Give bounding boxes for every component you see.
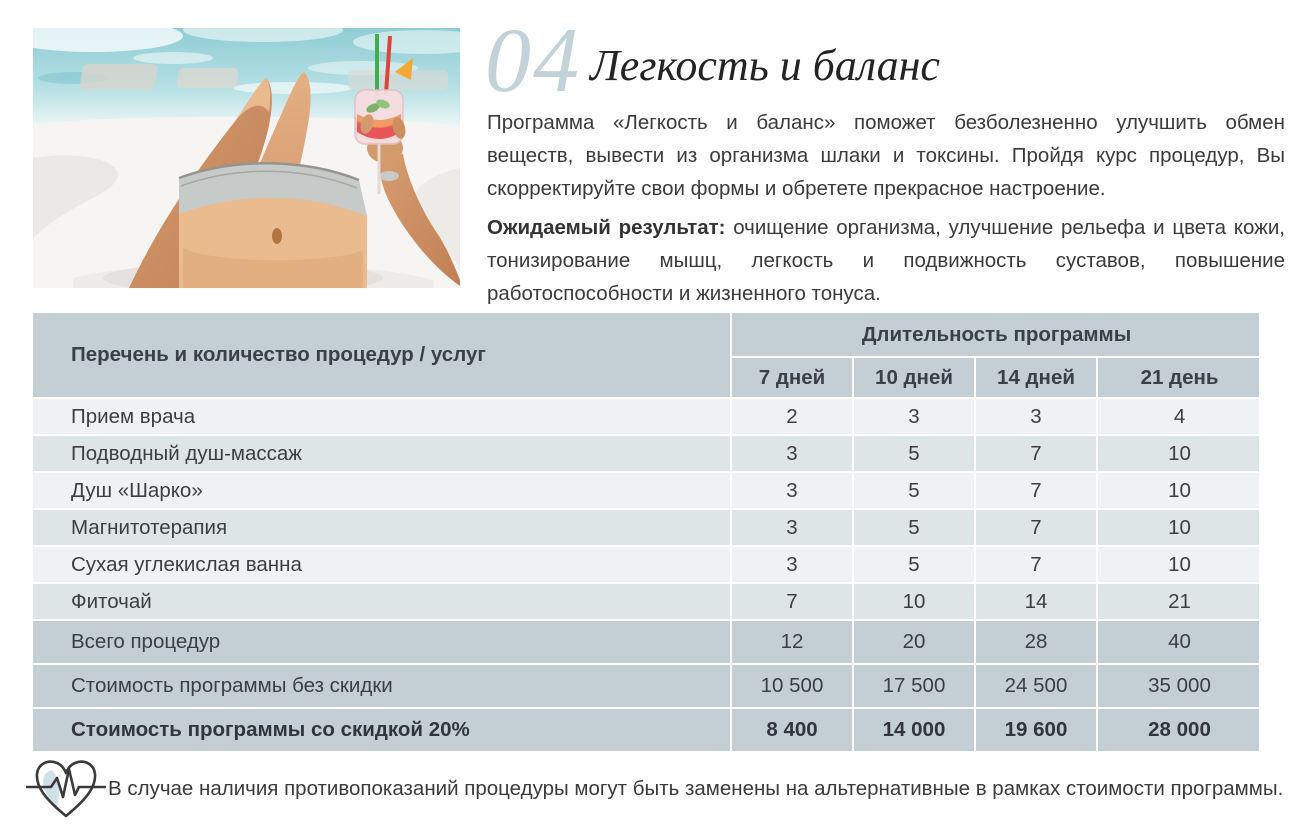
table-row (33, 546, 1259, 583)
value-cell: 3 (853, 398, 975, 435)
value-cell: 12 (731, 620, 853, 664)
table-row (33, 583, 1259, 620)
value-cell: 7 (975, 435, 1097, 472)
column-header-7-days: 7 дней (731, 357, 853, 398)
value-cell: 2 (731, 398, 853, 435)
value-cell: 5 (853, 435, 975, 472)
value-cell: 3 (731, 472, 853, 509)
value-cell: 3 (731, 509, 853, 546)
footnote: В случае наличия противопоказаний процедуры могут быть заменены на альтернативные в рамках стоимости программы. (108, 777, 1284, 800)
table-row (33, 509, 1259, 546)
value-cell: 14 000 (853, 708, 975, 751)
procedure-name-cell: Прием врача (33, 398, 731, 435)
column-header-duration-group: Длительность программы (731, 313, 1259, 357)
value-cell: 40 (1097, 620, 1259, 664)
expected-result-text: очищение организма, улучшение рельефа и цвета кожи, тонизирование мышц, легкость и подвижность суставов, повышение работоспособности и жизненного тонуса. (487, 216, 1285, 305)
value-cell: 10 500 (731, 664, 853, 708)
column-header-21-days: 21 день (1097, 357, 1259, 398)
value-cell: 28 (975, 620, 1097, 664)
value-cell: 3 (731, 435, 853, 472)
value-cell: 5 (853, 509, 975, 546)
expected-result-label: Ожидаемый результат: (487, 216, 726, 239)
value-cell: 14 (975, 583, 1097, 620)
table-row (33, 398, 1259, 435)
table-row (33, 435, 1259, 472)
value-cell: 20 (853, 620, 975, 664)
value-cell: 10 (853, 583, 975, 620)
page-title: Легкость и баланс (590, 41, 940, 90)
value-cell: 7 (975, 472, 1097, 509)
value-cell: 7 (975, 509, 1097, 546)
value-cell: 19 600 (975, 708, 1097, 751)
pricing-table-wrap (33, 313, 1259, 751)
value-cell: 10 (1097, 472, 1259, 509)
value-cell: 3 (975, 398, 1097, 435)
value-cell: 10 (1097, 435, 1259, 472)
column-header-10-days: 10 дней (853, 357, 975, 398)
heart-pulse-icon (26, 754, 106, 824)
table-row-price-full (33, 664, 1259, 708)
value-cell: 35 000 (1097, 664, 1259, 708)
procedure-name-cell: Подводный душ-массаж (33, 435, 731, 472)
procedure-name-cell: Душ «Шарко» (33, 472, 731, 509)
value-cell: 28 000 (1097, 708, 1259, 751)
procedure-name-cell: Фиточай (33, 583, 731, 620)
section-number: 04 (485, 9, 581, 111)
table-row-total-procedures (33, 620, 1259, 664)
value-cell: 10 (1097, 546, 1259, 583)
value-cell: 10 (1097, 509, 1259, 546)
procedure-name-cell: Стоимость программы без скидки (33, 664, 731, 708)
value-cell: 8 400 (731, 708, 853, 751)
expected-result-paragraph (487, 211, 1285, 310)
table-row (33, 472, 1259, 509)
intro-paragraph: Программа «Легкость и баланс» поможет безболезненно улучшить обмен веществ, вывести из организма шлаки и токсины. Пройдя курс процедур, Вы скорректируйте свои формы и обретете прекрасное настроение. (487, 111, 1285, 200)
value-cell: 3 (731, 546, 853, 583)
hero-photo (33, 28, 460, 288)
value-cell: 24 500 (975, 664, 1097, 708)
value-cell: 7 (731, 583, 853, 620)
beach-photo-illustration (33, 28, 460, 288)
value-cell: 4 (1097, 398, 1259, 435)
value-cell: 21 (1097, 583, 1259, 620)
value-cell: 7 (975, 546, 1097, 583)
pricing-table (33, 313, 1259, 751)
procedure-name-cell: Всего процедур (33, 620, 731, 664)
procedure-name-cell: Сухая углекислая ванна (33, 546, 731, 583)
table-row-price-discount (33, 708, 1259, 751)
procedure-name-cell: Магнитотерапия (33, 509, 731, 546)
column-header-procedures: Перечень и количество процедур / услуг (33, 313, 731, 398)
value-cell: 17 500 (853, 664, 975, 708)
procedure-name-cell: Стоимость программы со скидкой 20% (33, 708, 731, 751)
column-header-14-days: 14 дней (975, 357, 1097, 398)
value-cell: 5 (853, 472, 975, 509)
value-cell: 5 (853, 546, 975, 583)
